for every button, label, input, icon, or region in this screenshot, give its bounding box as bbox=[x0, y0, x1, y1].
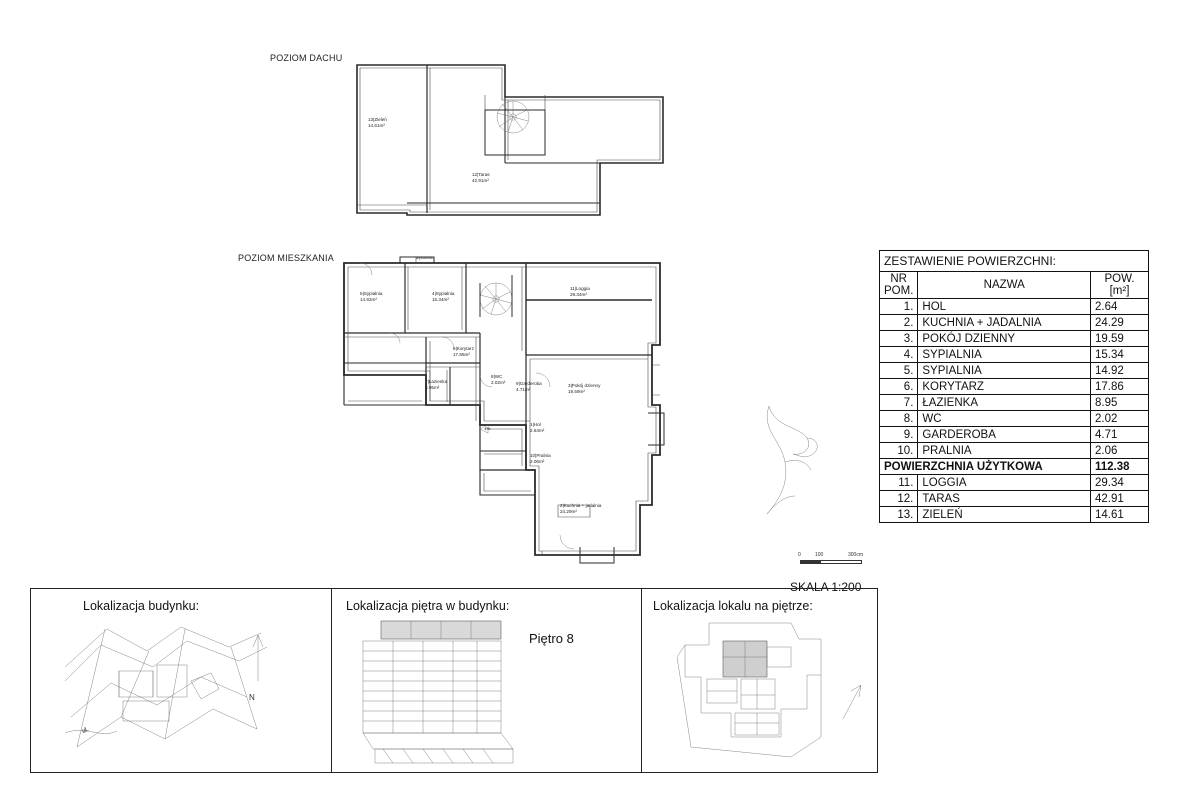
row-area: 42.91 bbox=[1091, 491, 1149, 507]
table-row bbox=[880, 347, 1149, 363]
scale-label: SKALA 1:200 bbox=[790, 580, 862, 594]
floor-location-diagram bbox=[353, 617, 533, 767]
room-label-sypialnia-4: 4|Sypialnia 15.34m² bbox=[432, 291, 455, 302]
schedule-col-no: NR POM. bbox=[880, 272, 918, 299]
room-label-hol-1: 1|Hol 2.64m² bbox=[530, 422, 545, 433]
roof-level-title: POZIOM DACHU bbox=[270, 53, 343, 63]
row-no: 10. bbox=[880, 443, 918, 459]
north-arrow-sketch bbox=[755, 400, 825, 520]
room-label-wc-8: 8|WC 2.02m² bbox=[491, 374, 506, 385]
apartment-level-title: POZIOM MIESZKANIA bbox=[238, 253, 334, 263]
total-area: 112.38 bbox=[1091, 459, 1149, 475]
table-row bbox=[880, 363, 1149, 379]
row-area: 17.86 bbox=[1091, 379, 1149, 395]
svg-text:ul.: ul. bbox=[81, 726, 90, 735]
apartment-level-drawing bbox=[330, 255, 675, 565]
row-no: 4. bbox=[880, 347, 918, 363]
unit-north-arrow bbox=[837, 681, 867, 725]
table-row bbox=[880, 427, 1149, 443]
unit-location-title: Lokalizacja lokalu na piętrze: bbox=[653, 599, 813, 613]
row-name: KORYTARZ bbox=[918, 379, 1091, 395]
room-label-korytarz-6: 6|Korytarz 17.86m² bbox=[453, 346, 474, 357]
row-area: 19.59 bbox=[1091, 331, 1149, 347]
roof-plan-svg bbox=[345, 55, 675, 225]
row-area: 14.61 bbox=[1091, 507, 1149, 523]
row-no: 7. bbox=[880, 395, 918, 411]
room-label-lazienka-7: 7|Łazienka 8.95m² bbox=[425, 379, 448, 390]
table-row bbox=[880, 491, 1149, 507]
row-no: 2. bbox=[880, 315, 918, 331]
total-label: POWIERZCHNIA UŻYTKOWA bbox=[880, 459, 1091, 475]
unit-location-diagram bbox=[671, 617, 851, 767]
table-row bbox=[880, 443, 1149, 459]
room-label-pokoj-dzienny-3: 3|Pokój dzienny 19.59m² bbox=[568, 383, 601, 394]
building-north-label: N bbox=[249, 693, 255, 702]
room-label-kuchnia-2: 2|Kuchnia + jadalnia 24.29m² bbox=[560, 503, 602, 514]
row-area: 29.34 bbox=[1091, 475, 1149, 491]
row-no: 11. bbox=[880, 475, 918, 491]
row-name: LOGGIA bbox=[918, 475, 1091, 491]
schedule-col-area: POW. [m²] bbox=[1091, 272, 1149, 299]
schedule-title: ZESTAWIENIE POWIERZCHNI: bbox=[880, 251, 1149, 272]
location-panels-strip bbox=[30, 588, 878, 773]
row-name: WC bbox=[918, 411, 1091, 427]
room-label-pralnia-10: 10|Pralnia 2.06m² bbox=[530, 453, 551, 464]
area-schedule-table bbox=[879, 250, 1149, 523]
table-row bbox=[880, 507, 1149, 523]
room-label-garderoba-9: 9|Garderoba 4.71m² bbox=[516, 381, 542, 392]
scale-bar-fill bbox=[801, 561, 821, 563]
table-row bbox=[880, 299, 1149, 315]
scale-tick-100: 100 bbox=[815, 552, 824, 558]
room-label-loggia-11: 11|Loggia 29.34m² bbox=[570, 286, 590, 297]
table-row bbox=[880, 475, 1149, 491]
roof-level-drawing bbox=[345, 55, 675, 225]
schedule-body bbox=[880, 251, 1149, 523]
row-name: KUCHNIA + JADALNIA bbox=[918, 315, 1091, 331]
row-no: 12. bbox=[880, 491, 918, 507]
row-name: POKÓJ DZIENNY bbox=[918, 331, 1091, 347]
row-area: 4.71 bbox=[1091, 427, 1149, 443]
building-north-arrow bbox=[247, 631, 269, 691]
row-area: 24.29 bbox=[1091, 315, 1149, 331]
room-label-taras: 12|Taras 42.91m² bbox=[472, 172, 490, 183]
room-label-zielen: 13|Zieleń 14.61m² bbox=[368, 117, 387, 128]
schedule-header-row bbox=[880, 272, 1149, 299]
scale-bar-ticks bbox=[800, 560, 862, 564]
scale-bar bbox=[800, 552, 870, 574]
row-area: 2.06 bbox=[1091, 443, 1149, 459]
row-area: 14.92 bbox=[1091, 363, 1149, 379]
room-label-sypialnia-5: 5|Sypialnia 14.92m² bbox=[360, 291, 383, 302]
scale-tick-0: 0 bbox=[798, 552, 801, 558]
room-label-wysokosc: wysokość bbox=[416, 255, 434, 260]
row-no: 9. bbox=[880, 427, 918, 443]
row-no: 6. bbox=[880, 379, 918, 395]
schedule-total-row bbox=[880, 459, 1149, 475]
row-area: 15.34 bbox=[1091, 347, 1149, 363]
row-name: GARDEROBA bbox=[918, 427, 1091, 443]
row-name: SYPIALNIA bbox=[918, 363, 1091, 379]
row-name: TARAS bbox=[918, 491, 1091, 507]
scale-tick-300: 300cm bbox=[848, 552, 864, 558]
schedule-col-name: NAZWA bbox=[918, 272, 1091, 299]
panel-divider-1 bbox=[331, 589, 332, 772]
row-name: PRALNIA bbox=[918, 443, 1091, 459]
row-name: ZIELEŃ bbox=[918, 507, 1091, 523]
floor-number-label: Piętro 8 bbox=[529, 631, 574, 646]
row-name: ŁAZIENKA bbox=[918, 395, 1091, 411]
row-no: 3. bbox=[880, 331, 918, 347]
row-name: SYPIALNIA bbox=[918, 347, 1091, 363]
table-row bbox=[880, 331, 1149, 347]
row-no: 5. bbox=[880, 363, 918, 379]
row-no: 1. bbox=[880, 299, 918, 315]
row-no: 8. bbox=[880, 411, 918, 427]
building-location-title: Lokalizacja budynku: bbox=[83, 599, 200, 613]
schedule-title-row bbox=[880, 251, 1149, 272]
panel-divider-2 bbox=[641, 589, 642, 772]
direction-marker-label: PN bbox=[485, 426, 491, 431]
floor-location-title: Lokalizacja piętra w budynku: bbox=[346, 599, 510, 613]
table-row bbox=[880, 395, 1149, 411]
row-area: 2.64 bbox=[1091, 299, 1149, 315]
row-area: 2.02 bbox=[1091, 411, 1149, 427]
table-row bbox=[880, 315, 1149, 331]
table-row bbox=[880, 379, 1149, 395]
table-row bbox=[880, 411, 1149, 427]
row-no: 13. bbox=[880, 507, 918, 523]
row-area: 8.95 bbox=[1091, 395, 1149, 411]
row-name: HOL bbox=[918, 299, 1091, 315]
